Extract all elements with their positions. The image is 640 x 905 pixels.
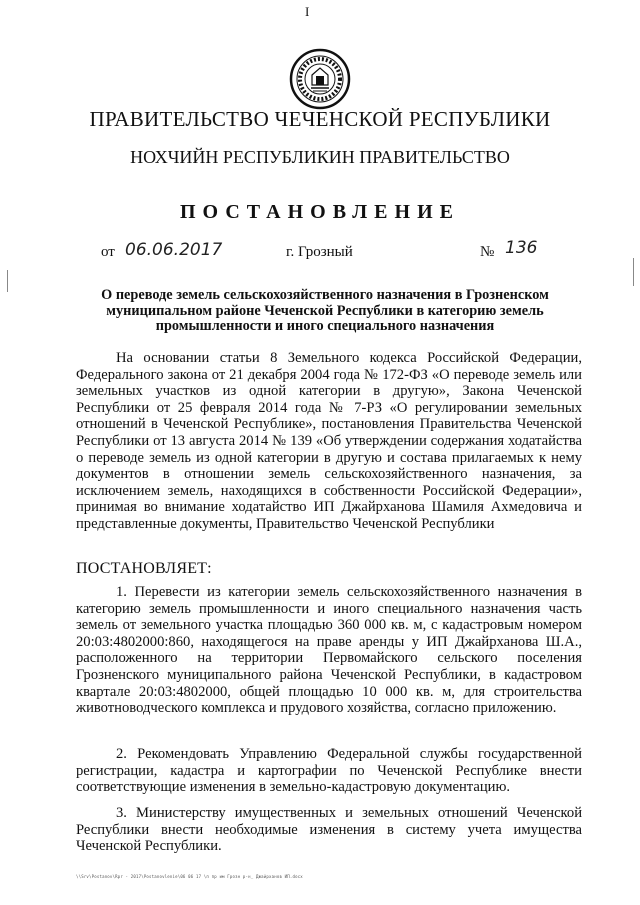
date-handwritten: 06.06.2017 (125, 240, 223, 260)
number-prefix: № (480, 244, 495, 260)
decree-item-1-text: 1. Перевести из категории земель сельскохозяйственного назначения в категорию земель промышленности и иного специального назначения часть земель от земельного участка площадью 360 000 кв. м, с кадастровым номером 20:03:4802000:860, находящегося на праве аренды у ИП Джайрханова Ш.А., расположенного на территории Первомайского сельского поселения Грозненского муниципального района Чеченской Республики, в кадастровом квартале 20:03:4802000, общей площадью 10 000 кв. м, для строительства животноводческого комплекса и прудового хозяйства, согласно приложению. (76, 584, 582, 717)
file-path-footer: \\Srv\Postanov\Rpr - 2017\Postanovlenie\06 06 17 \п пр им Грозн р-н_ Джайрханов ИП.docx (76, 874, 303, 879)
city-label: г. Грозный (286, 244, 353, 260)
page-mark: I (305, 4, 310, 19)
date-prefix: от (101, 244, 115, 260)
government-title-chechen: НОХЧИЙН РЕСПУБЛИКИН ПРАВИТЕЛЬСТВО (130, 147, 510, 167)
decree-word: ПОСТАНОВЛЯЕТ: (76, 560, 212, 577)
decree-item-1 (76, 584, 582, 717)
number-handwritten: 136 (505, 238, 538, 258)
coat-of-arms-emblem (289, 48, 351, 110)
decree-item-2-text: 2. Рекомендовать Управлению Федеральной службы государственной регистрации, кадастра и картографии по Чеченской Республике внести соответствующие изменения в земельно-кадастровую документацию. (76, 746, 582, 796)
right-margin-mark (633, 258, 634, 286)
government-title: ПРАВИТЕЛЬСТВО ЧЕЧЕНСКОЙ РЕСПУБЛИКИ (89, 107, 551, 131)
decree-item-2 (76, 746, 582, 796)
preamble-text: На основании статьи 8 Земельного кодекса Российской Федерации, Федерального закона от 21 декабря 2004 года № 172-ФЗ «О переводе земель или земельных участков из одной категории в другую», Закона Чеченской Республики от 25 февраля 2014 года № 7-РЗ «О регулировании земельных отношений в Чеченской Республике», постановления Правительства Чеченской Республики от 13 августа 2014 № 139 «Об утверждении содержания ходатайства о переводе земель из одной категории в другую и состава прилагаемых к нему документов в отношении земель сельскохозяйственного назначения, за исключением земель, находящихся в собственности Российской Федерации», принимая во внимание ходатайство ИП Джайрханова Шамиля Ахмедовича и представленные документы, Правительство Чеченской Республики (76, 350, 582, 532)
document-type: ПОСТАНОВЛЕНИЕ (180, 201, 460, 223)
decree-item-3 (76, 805, 582, 855)
decree-item-3-text: 3. Министерству имущественных и земельных отношений Чеченской Республики внести необходимые изменения в систему учета имущества Чеченской Республики. (76, 805, 582, 855)
document-meta-row (0, 238, 640, 264)
document-subject: О переводе земель сельскохозяйственного назначения в Грозненском муниципальном районе Чеченской Республики в категорию земель промышленности и иного специального назначения (101, 287, 549, 334)
left-margin-mark (7, 270, 8, 292)
preamble-paragraph (76, 350, 582, 533)
